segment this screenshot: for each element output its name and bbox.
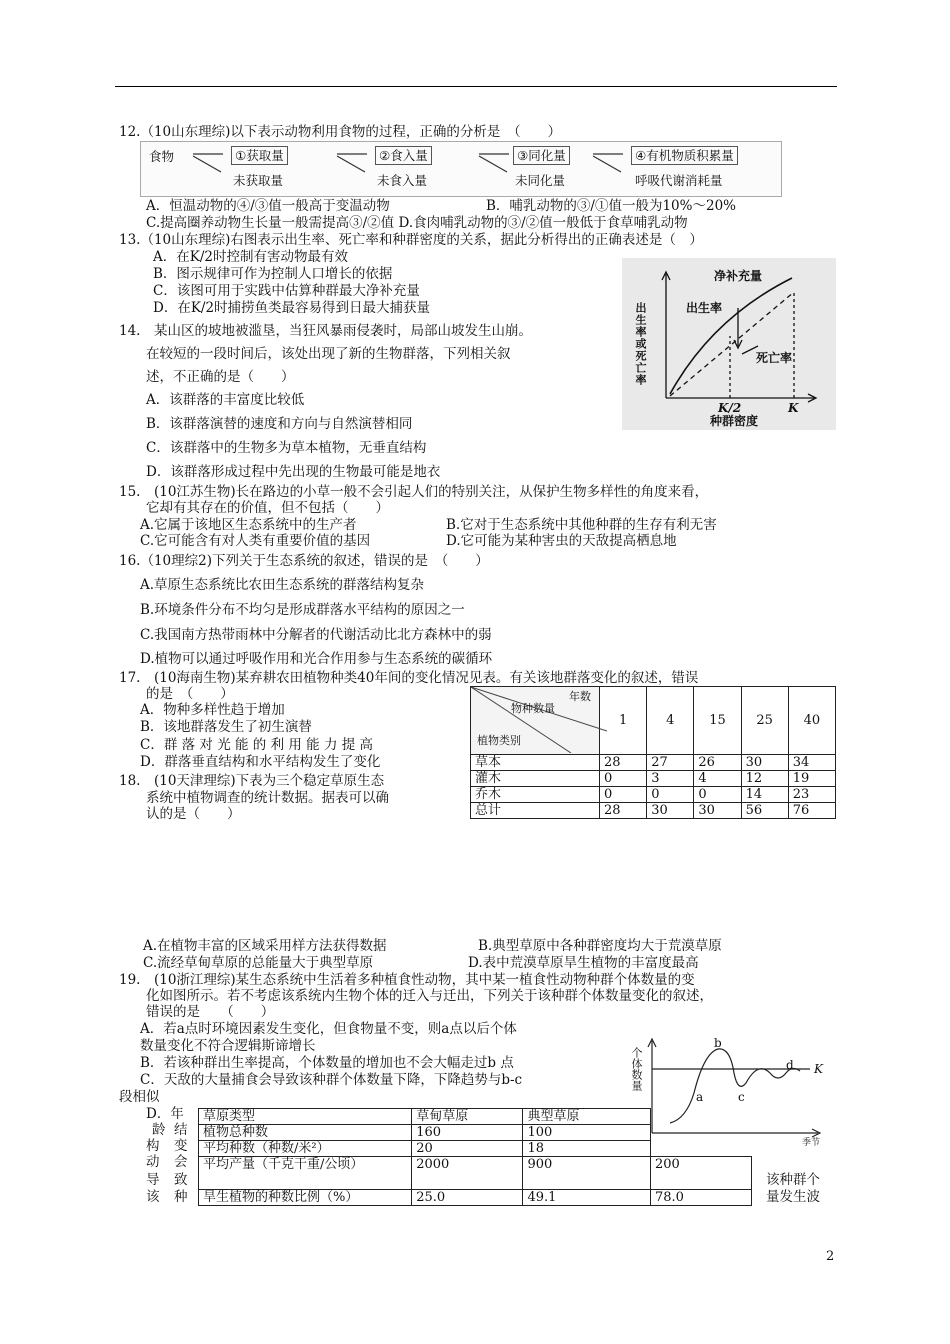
q13-optB: B．图示规律可作为控制人口增长的依据 — [153, 266, 393, 282]
q12-optB: B．哺乳动物的③/①值一般为10%～20% — [486, 198, 736, 214]
row-label: 草本 — [471, 755, 600, 771]
q14-optB: B．该群落演替的速度和方向与自然演替相同 — [146, 416, 413, 432]
cell: 0 — [647, 787, 694, 803]
graph1-k: K — [788, 401, 799, 415]
table-row — [471, 771, 836, 787]
q19-l3: 错误的是 （ ） — [146, 1004, 275, 1020]
q19-optD-18: 波 — [174, 1256, 185, 1269]
cell: 旱生植物的种数比例（%） — [199, 1190, 412, 1206]
table-row — [471, 787, 836, 803]
page-number: 2 — [826, 1249, 835, 1264]
cell: 0 — [694, 787, 741, 803]
cell: 78.0 — [650, 1190, 751, 1206]
q15-optA: A.它属于该地区生态系统中的生产者 — [140, 517, 357, 533]
q16-optD: D.植物可以通过呼吸作用和光合作用参与生态系统的碳循环 — [140, 651, 493, 667]
q19-optD-4: 变 — [174, 1138, 188, 1154]
q19-optD-2: 结 — [174, 1122, 188, 1138]
q17-header-bottom: 植物类别 — [477, 734, 521, 747]
q19-optD-1: 龄 — [152, 1122, 166, 1138]
q18-l2: 系统中植物调查的统计数据。据表可以确 — [146, 790, 389, 806]
q13-optD: D．在K/2时捕捞鱼类最容易得到日最大捕获量 — [153, 300, 431, 316]
table-row — [471, 755, 836, 771]
q18-optC: C.流经草甸草原的总能量大于典型草原 — [143, 955, 374, 971]
cell: 4 — [694, 771, 741, 787]
graph1-net: 净补充量 — [714, 269, 763, 283]
year-cell: 25 — [741, 687, 788, 755]
cell: 27 — [647, 755, 694, 771]
cell: 100 — [523, 1125, 651, 1141]
q14-l1: 14. 某山区的坡地被滥垦，当狂风暴雨侵袭时，局部山坡发生山崩。 — [119, 323, 532, 339]
q14-optC: C．该群落中的生物多为草本植物，无垂直结构 — [146, 440, 427, 456]
graph2-c: c — [738, 1090, 745, 1104]
diagram-food: 食物 — [149, 149, 175, 164]
cell: 30 — [647, 803, 694, 819]
cell: 20 — [412, 1141, 523, 1157]
cell: 49.1 — [523, 1190, 651, 1206]
q17-optA: A．物种多样性趋于增加 — [140, 702, 285, 718]
q16-optC: C.我国南方热带雨林中分解者的代谢活动比北方森林中的弱 — [140, 627, 492, 643]
cell: 草甸草原 — [412, 1109, 523, 1125]
q18-table — [198, 1108, 752, 1206]
cell: 23 — [788, 787, 835, 803]
q19-l2: 化如图所示。若不考虑该系统内生物个体的迁入与迁出，下列关于该种群个体数量变化的叙述， — [146, 988, 713, 1004]
cell: 56 — [741, 803, 788, 819]
cell: 200 — [650, 1157, 751, 1190]
q18-optD: D.表中荒漠草原旱生植物的丰富度最高 — [468, 955, 699, 971]
graph2-k: K — [814, 1062, 823, 1076]
q19-optD-5: 动 — [146, 1154, 160, 1170]
cell: 0 — [600, 771, 647, 787]
q18-l1: 18. (10天津理综)下表为三个稳定草原生态 — [119, 773, 385, 789]
graph1-death: 死亡率 — [756, 351, 793, 365]
diagram-n4b: 呼吸代谢消耗量 — [635, 173, 723, 188]
q19-optD-8: 致 — [174, 1172, 188, 1188]
q19-optD-17: 生 — [146, 1256, 157, 1269]
table-row — [199, 1190, 752, 1206]
q15-l2: 它却有其存在的价值，但不包括（ ） — [146, 500, 389, 516]
cell: 30 — [741, 755, 788, 771]
q14-optA: A．该群落的丰富度比较低 — [146, 392, 305, 408]
q18-l3: 认的是（ ） — [146, 806, 241, 822]
diagram-n1: ①获取量 — [231, 146, 288, 165]
q19-l1: 19. (10浙江理综)某生态系统中生活着多种植食性动物，其中某一植食性动物种群个体数量的变 — [119, 972, 695, 988]
cell: 160 — [412, 1125, 523, 1141]
q17-optB: B．该地群落发生了初生演替 — [140, 719, 312, 735]
graph2-b: b — [714, 1036, 722, 1050]
cell: 14 — [741, 787, 788, 803]
table-row — [199, 1109, 752, 1125]
q14-l2: 在较短的一段时间后，该处出现了新的生物群落，下列相关叙 — [146, 346, 511, 362]
q17-table-header-cell — [471, 687, 600, 755]
diagram-n3: ③同化量 — [513, 146, 570, 165]
graph2-xlabel: 季节 — [802, 1138, 821, 1148]
q16-optA: A.草原生态系统比农田生态系统的群落结构复杂 — [140, 577, 425, 593]
q19-optD-13: 体 — [146, 1224, 157, 1237]
cell: 2000 — [412, 1157, 523, 1190]
q16-optB: B.环境条件分布不均匀是形成群落水平结构的原因之一 — [140, 602, 465, 618]
q17-optD: D．群落垂直结构和水平结构发生了变化 — [140, 754, 381, 770]
cell: 900 — [523, 1157, 651, 1190]
q19-optD-16: 发 — [174, 1240, 185, 1253]
table-row — [199, 1125, 752, 1141]
diagram-n4: ④有机物质积累量 — [631, 146, 738, 165]
graph2-a: a — [696, 1090, 704, 1104]
birth-death-graph — [622, 258, 836, 430]
q13-stem: 13.（10山东理综)右图表示出生率、死亡率和种群密度的关系，据此分析得出的正确表述是（ ） — [119, 232, 703, 248]
cell: 30 — [694, 803, 741, 819]
q19-optD-14: 数 — [174, 1224, 185, 1237]
diagram-n1b: 未获取量 — [233, 173, 284, 188]
q19-optD-11: 群 — [146, 1208, 157, 1221]
cell: 0 — [600, 787, 647, 803]
cell: 植物总种数 — [199, 1125, 412, 1141]
q12-optCD: C.提高圈养动物生长量一般需提高③/②值 D.食肉哺乳动物的③/②值一般低于食草哺乳动物 — [146, 215, 688, 231]
q19-optD-6: 会 — [174, 1154, 188, 1170]
q12-stem: 12.（10山东理综)以下表示动物利用食物的过程，正确的分析是 （ ） — [119, 124, 562, 140]
cell: 典型草原 — [523, 1109, 651, 1125]
year-cell: 1 — [600, 687, 647, 755]
q19-optD-10: 种 — [174, 1189, 188, 1205]
cell: 18 — [523, 1141, 651, 1157]
q19-optC2: 段相似 — [119, 1089, 160, 1105]
q13-optC: C．该图可用于实践中估算种群最大净补充量 — [153, 283, 420, 299]
cell: 28 — [600, 755, 647, 771]
q19-optD-9: 该 — [146, 1189, 160, 1205]
cell: 76 — [788, 803, 835, 819]
cell: 平均种数（种数/米²） — [199, 1141, 412, 1157]
table-row — [199, 1141, 752, 1157]
q15-optC: C.它可能含有对人类有重要价值的基因 — [140, 533, 371, 549]
cell: 28 — [600, 803, 647, 819]
year-cell: 15 — [694, 687, 741, 755]
q19-optD-3: 构 — [146, 1138, 160, 1154]
q19-optD-12: 个 — [174, 1208, 185, 1221]
year-cell: 4 — [647, 687, 694, 755]
cell: 34 — [788, 755, 835, 771]
q19-optA1: A．若a点时环境因素发生变化，但食物量不变，则a点以后个体 — [140, 1021, 517, 1037]
q13-optA: A．在K/2时控制有害动物最有效 — [153, 249, 348, 265]
q19-optA2: 数量变化不符合逻辑斯谛增长 — [140, 1038, 316, 1054]
q14-optD: D．该群落形成过程中先出现的生物最可能是地衣 — [146, 464, 441, 480]
q19-optD-tail1: 该种群个 — [766, 1172, 820, 1188]
q18-optB: B.典型草原中各种群密度均大于荒漠草原 — [478, 938, 722, 954]
cell: 19 — [788, 771, 835, 787]
q18-optA: A.在植物丰富的区域采用样方法获得数据 — [143, 938, 387, 954]
table-row — [199, 1157, 752, 1190]
graph1-birth: 出生率 — [686, 301, 723, 315]
graph1-ylabel: 出生率或死亡率 — [634, 302, 647, 386]
graph2-ylabel: 个体数量 — [630, 1047, 643, 1091]
q15-optD: D.它可能为某种害虫的天敌提高栖息地 — [446, 533, 677, 549]
row-label: 乔木 — [471, 787, 600, 803]
q14-l3: 述，不正确的是（ ） — [146, 369, 295, 385]
q17-l1: 17. (10海南生物)某弃耕农田植物种类40年间的变化情况见表。有关该地群落变化的叙述，错误 — [119, 670, 699, 686]
cell: 3 — [647, 771, 694, 787]
q16-stem: 16.（10理综2)下列关于生态系统的叙述，错误的是 （ ） — [119, 553, 489, 569]
q19-optD-7: 导 — [146, 1172, 160, 1188]
cell: 25.0 — [412, 1190, 523, 1206]
cell: 26 — [694, 755, 741, 771]
food-process-diagram — [140, 141, 782, 197]
table-row — [471, 803, 836, 819]
row-label: 灌木 — [471, 771, 600, 787]
q19-optC1: C．天敌的大量捕食会导致该种群个体数量下降，下降趋势与b-c — [140, 1072, 523, 1088]
diagram-n2: ②食入量 — [375, 146, 432, 165]
header-rule — [115, 86, 837, 87]
row-label: 总计 — [471, 803, 600, 819]
q17-header-top: 年数 — [569, 690, 591, 703]
q17-table — [470, 686, 836, 819]
q19-optD-0: D．年 — [146, 1106, 184, 1122]
graph2-d: d — [786, 1058, 794, 1072]
q19-optB: B．若该种群出生率提高，个体数量的增加也不会大幅走过b 点 — [140, 1055, 514, 1071]
q17-optC: C．群 落 对 光 能 的 利 用 能 力 提 高 — [140, 737, 374, 753]
q19-optD-tail2: 量发生波 — [766, 1189, 820, 1205]
cell: 12 — [741, 771, 788, 787]
year-cell: 40 — [788, 687, 835, 755]
diagram-n2b: 未食入量 — [377, 173, 428, 188]
q15-l1: 15. (10江苏生物)长在路边的小草一般不会引起人们的特别关注，从保护生物多样性的角度来看， — [119, 484, 709, 500]
q19-optD-15: 量 — [146, 1240, 157, 1253]
q17-header-mid: 物种数量 — [511, 702, 555, 715]
graph1-k2: K/2 — [718, 401, 742, 415]
q15-optB: B.它对于生态系统中其他种群的生存有利无害 — [446, 517, 717, 533]
q12-optA: A．恒温动物的④/③值一般高于变温动物 — [146, 198, 390, 214]
diagram-n3b: 未同化量 — [515, 173, 566, 188]
cell: 草原类型 — [199, 1109, 412, 1125]
cell: 平均产量（千克干重/公顷） — [199, 1157, 412, 1190]
q17-l2: 的是 （ ） — [146, 686, 234, 702]
graph1-xlabel: 种群密度 — [710, 414, 759, 428]
